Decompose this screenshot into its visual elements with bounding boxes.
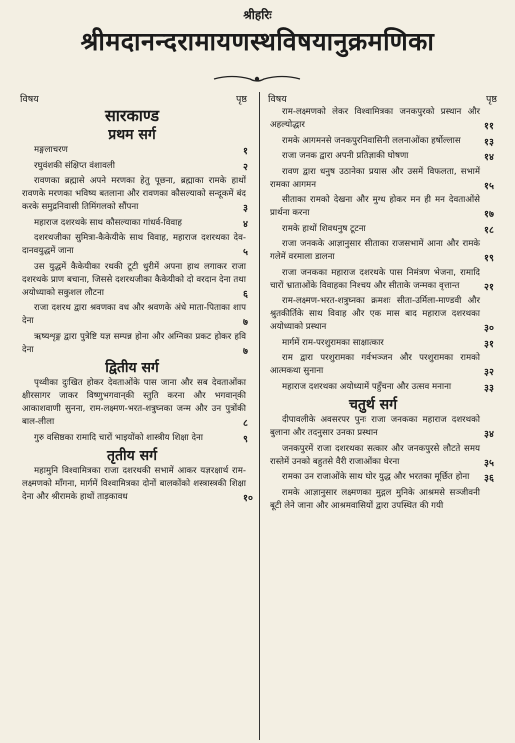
toc-entry-text: रामका उन राजाओंके साथ घोर युद्ध और भरतका मूर्छित होना: [282, 472, 470, 482]
page-number: ३६: [484, 473, 494, 484]
toc-entry: [266, 267, 480, 293]
page-number: १: [243, 146, 248, 157]
toc-entry-text: उस युद्धमें कैकेयीका रथकी टूटी धुरीमें अपना हाथ लगाकर राजा दशरथके प्राण बचाना, जिससे दशरथजीका कैकेयीको दो वरदान देना तथा अयोध्याको सकुशल लौटना: [22, 261, 246, 298]
toc-entry: [266, 295, 480, 334]
toc-entry-text: ऋष्यशृङ्ग द्वारा पुत्रेष्टि यज्ञ सम्पन्न होना और अग्निका प्रकट होकर हवि देना: [22, 331, 246, 355]
toc-entry-text: दीपावलीके अवसरपर पुनः राजा जनकका महाराज दशरथको बुलाना और तदनुसार उनका प्रस्थान: [270, 415, 480, 438]
toc-entry: [18, 232, 246, 258]
page-number: ११: [484, 121, 494, 132]
page-number: ८: [243, 418, 248, 429]
toc-entry: [266, 238, 480, 264]
page-number: १३: [484, 136, 494, 148]
page-number: २: [243, 161, 248, 173]
toc-entry-text: गुरु वसिष्ठका रामादि चारों भाइयोंको शास्त्रीय शिक्षा देना: [34, 432, 204, 443]
toc-entry: [266, 150, 480, 163]
toc-entry: [18, 377, 246, 429]
sarga-heading-1: प्रथम सर्ग: [108, 127, 156, 143]
toc-entry-text: रावण द्वारा धनुष उठानेका प्रयास और उसमें विफलता, सभामें रामका आगमन: [270, 166, 480, 190]
toc-entry-text: महामुनि विश्वामित्रका राजा दशरथकी सभामें आकर यज्ञरक्षार्थ राम-लक्ष्मणको माँगना, मार्गमें विश्वामित्रका दोनों बालकोंको शस्त्रास्त्रकी शिक्षा देना और श्रीरामके हाथों ताड़कावध: [22, 466, 246, 502]
page-number: १९: [484, 253, 494, 264]
right-page-label: पृष्ठ: [486, 94, 497, 105]
toc-entry-text: रघुवंशकी संक्षिप्त वंशावली: [34, 160, 115, 171]
toc-entry: [266, 223, 480, 236]
sarga-heading-3: तृतीय सर्ग: [107, 448, 157, 464]
toc-entry: [266, 414, 480, 440]
toc-entry-text: राजा दशरथ द्वारा श्रवणका वध और श्रवणके अंधे माता-पिताका शाप देना: [22, 303, 246, 326]
toc-entry: [266, 352, 480, 378]
toc-entry-text: मङ्गलाचरण: [34, 145, 68, 155]
page-number: ३०: [484, 323, 494, 334]
kanda-heading: सारकाण्ड: [104, 106, 160, 125]
toc-entry-text: रामके आज्ञानुसार लक्ष्मणका मुद्गल मुनिके आश्रमसे सञ्जीवनी बूटी लेने जाना और आश्रमवासियों द्वारा उपस्थित की गयी: [270, 487, 480, 511]
left-column: [18, 106, 246, 507]
page-number: ६: [243, 288, 248, 300]
toc-entry-text: जनकपुरमें राजा दशरथका सत्कार और जनकपुरसे लौटते समय रास्तेमें उनको बहुतसे वैरी राजाओंका घेरना: [270, 443, 480, 467]
page-number: १५: [484, 180, 494, 192]
page-number: १८: [484, 224, 494, 236]
invocation: श्रीहरिः: [243, 8, 272, 22]
toc-entry: [266, 443, 480, 469]
toc-entry: [266, 487, 480, 513]
toc-entry-text: राजा जनकका महाराज दशरथके पास निमंत्रण भेजना, रामादि चारों भ्राताओंके विवाहका निश्चय और सीताके जन्मका वृत्तान्त: [270, 267, 480, 291]
toc-entry-text: सीताका रामको देखना और मुग्ध होकर मन ही मन देवताओंसे प्रार्थना करना: [270, 195, 480, 218]
toc-entry-text: महाराज दशरथके साथ कौसल्याका गांधर्व-विवाह: [34, 217, 182, 228]
toc-entry-text: पृथ्वीका दुःखित होकर देवताओंके पास जाना और सब देवताओंका क्षीरसागर जाकर विष्णुभगवान्‌की स्तुति करना और भगवान्‌की आकाशवाणी सुनना, राम-लक्ष्मण-भरत-शत्रुघ्नका जन्म और उन पुत्रोंकी बाल-लीला: [22, 378, 246, 427]
toc-entry-text: महाराज दशरथका अयोध्यामें पहुँचना और उत्सव मनाना: [282, 381, 452, 392]
toc-entry: [18, 175, 246, 214]
page-number: ७: [243, 317, 248, 328]
page-number: ४: [243, 218, 248, 230]
toc-entry: [18, 331, 246, 357]
toc-entry-text: राजा जनक द्वारा अपनी प्रतिज्ञाकी घोषणा: [282, 151, 409, 161]
left-page-label: पृष्ठ: [236, 94, 247, 105]
page-number: २१: [484, 281, 494, 293]
toc-entry: [266, 106, 480, 132]
toc-entry: [266, 381, 480, 394]
toc-entry-text: राजा जनकके आज्ञानुसार सीताका राजसभामें आना और रामके गलेमें वरमाला डालना: [270, 239, 480, 262]
toc-entry: [266, 166, 480, 192]
page-number: ३१: [484, 338, 494, 350]
toc-entry: [18, 261, 246, 300]
toc-entry-text: रामके आगमनसे जनकपुरनिवासिनी ललनाओंका हर्षोल्लास: [282, 135, 461, 146]
toc-entry: [18, 432, 246, 445]
page-number: ३४: [484, 429, 494, 440]
page-number: ९: [243, 433, 248, 445]
toc-entry-text: मार्गमें राम-परशुरामका साक्षात्कार: [282, 337, 384, 348]
sarga-heading-2: द्वितीय सर्ग: [105, 360, 159, 376]
sarga-heading-4: चतुर्थ सर्ग: [348, 397, 398, 413]
toc-entry: [18, 160, 246, 173]
toc-entry: [266, 135, 480, 148]
left-subject-label: विषय: [20, 94, 39, 105]
toc-entry-text: रामके हाथों शिवधनुष टूटना: [282, 223, 366, 234]
toc-entry: [18, 302, 246, 328]
page-number: ३५: [484, 457, 494, 469]
toc-entry-text: दशरथजीका सुमित्रा-कैकेयीके साथ विवाह, महाराज दशरथका देव-दानवयुद्धमें जाना: [22, 233, 246, 256]
page-number: ५: [243, 247, 248, 258]
toc-entry: [266, 194, 480, 220]
column-divider: [259, 92, 260, 740]
page-title: श्रीमदानन्दरामायणस्थविषयानुक्रमणिका: [80, 27, 435, 56]
toc-entry: [266, 471, 480, 484]
toc-entry-text: राम द्वारा परशुरामका गर्वभञ्जन और परशुरामका रामको आत्मकथा सुनाना: [270, 353, 480, 376]
toc-entry: [18, 144, 246, 157]
page-number: ३: [243, 203, 248, 214]
page-number: १०: [243, 493, 253, 504]
page-number: १४: [484, 152, 494, 163]
toc-entry: [266, 337, 480, 350]
page-number: ३२: [484, 367, 494, 378]
page-number: १७: [484, 209, 494, 220]
page-number: ७: [243, 345, 248, 357]
right-subject-label: विषय: [268, 94, 287, 105]
page-number: ३३: [484, 382, 494, 394]
toc-entry-text: रावणका ब्रह्मासे अपने मरणका हेतु पूछना, ब्रह्माका रामके हाथों रावणके मरणका भविष्य बतलाना और रावणका कौसल्याको सन्दूकमें बंद करके समुद्रनिवासी तिमिंगलको सौंपना: [22, 176, 246, 212]
toc-entry-text: राम-लक्ष्मण-भरत-शत्रुघ्नका क्रमशः सीता-उर्मिला-माण्डवी और श्रुतकीर्तिके साथ विवाह और एक मास बाद महाराज दशरथका अयोध्याको प्रस्थान: [270, 296, 480, 332]
ornament-rule: [212, 72, 302, 86]
toc-entry: [18, 217, 246, 230]
right-column: [266, 106, 480, 515]
toc-entry-text: राम-लक्ष्मणको लेकर विश्वामित्रका जनकपुरको प्रस्थान और अहल्योद्धार: [270, 107, 480, 130]
toc-entry: [18, 465, 246, 504]
